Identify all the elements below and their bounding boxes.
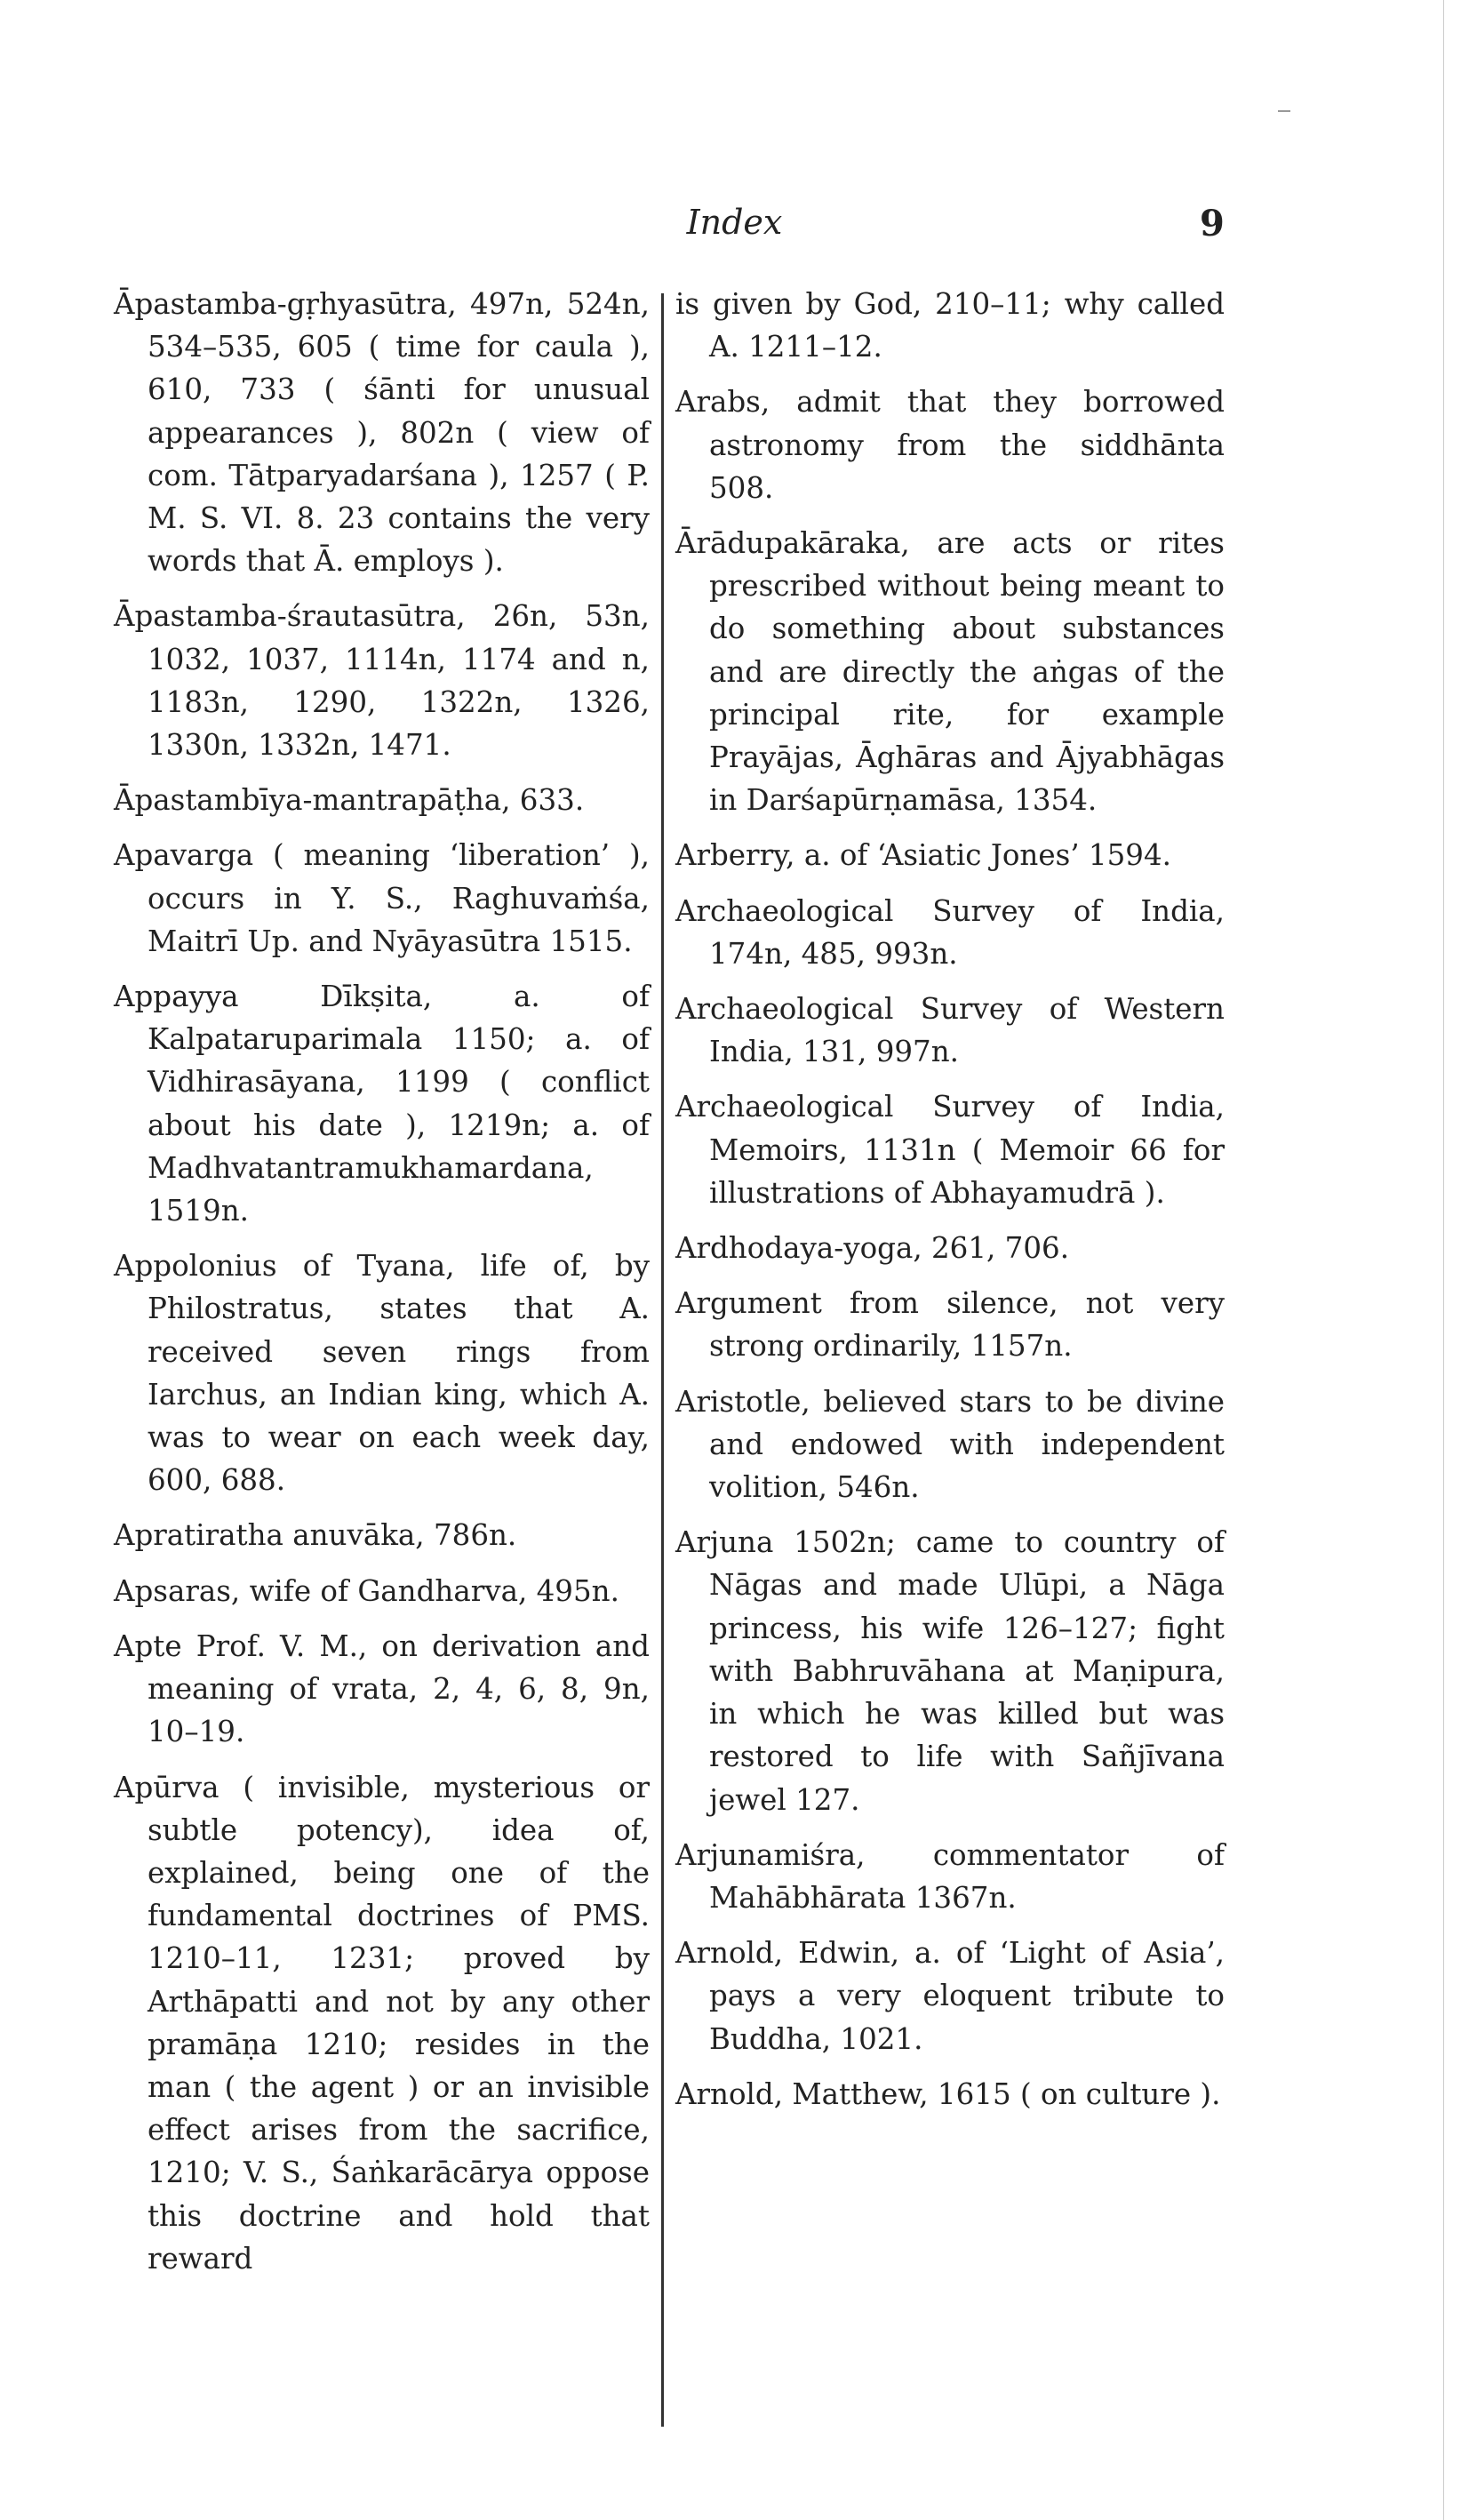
index-entry: Arjunamiśra, commentator of Mahābhārata 1367n. <box>675 1837 1225 1915</box>
index-entry: Archaeological Survey of Western India, 131, 997n. <box>675 992 1225 1069</box>
page-edge-line <box>1443 0 1444 2520</box>
index-entry: Apte Prof. V. M., on derivation and meaning of vrata, 2, 4, 6, 8, 9n, 10–19. <box>114 1628 650 1749</box>
index-entry: Ārādupakāraka, are acts or rites prescribed without being meant to do something about substances and are directly the aṅgas of the principal rite, for example Prayājas, Āghāras and Ājyabhāgas in Darśapūrṇamāsa, 1354. <box>675 526 1225 818</box>
left-column <box>114 283 650 2292</box>
index-entry: Arjuna 1502n; came to country of Nāgas and made Ulūpi, a Nāga princess, his wife 126–127; fight with Babhruvāhana at Maṇipura, in which he was killed but was restored to life with Sañjīvana jewel 127. <box>675 1525 1225 1817</box>
index-entry: Āpastamba-gṛhyasūtra, 497n, 524n, 534–535, 605 ( time for caula ), 610, 733 ( śānti for unusual appearances ), 802n ( view of com. Tātparyadarśana ), 1257 ( P. M. S. VI. 8. 23 contains the very words that Ā. employs ). <box>114 287 650 579</box>
page-number: 9 <box>1200 203 1225 244</box>
index-entry: Apavarga ( meaning ‘liberation’ ), occurs in Y. S., Raghuvaṁśa, Maitrī Up. and Nyāyasūtra 1515. <box>114 838 650 958</box>
index-entry: Arnold, Matthew, 1615 ( on culture ). <box>675 2076 1221 2111</box>
right-column <box>675 283 1225 2128</box>
page-title: Index <box>686 203 783 242</box>
index-entry: Arabs, admit that they borrowed astronomy from the siddhānta 508. <box>675 385 1225 505</box>
index-entry: is given by God, 210–11; why called A. 1211–12. <box>675 287 1225 364</box>
index-entry: Aristotle, believed stars to be divine and endowed with independent volition, 546n. <box>675 1384 1225 1505</box>
index-entry: Argument from silence, not very strong ordinarily, 1157n. <box>675 1286 1225 1364</box>
index-entry: Archaeological Survey of India, Memoirs, 1131n ( Memoir 66 for illustrations of Abhayamudrā ). <box>675 1090 1225 1210</box>
index-entry: Arberry, a. of ‘Asiatic Jones’ 1594. <box>675 838 1171 873</box>
index-entry: Appayya Dīkṣita, a. of Kalpataruparimala 1150; a. of Vidhirasāyana, 1199 ( conflict about his date ), 1219n; a. of Madhvatantramukhamardana, 1519n. <box>114 980 650 1228</box>
index-entry: Āpastamba-śrautasūtra, 26n, 53n, 1032, 1037, 1114n, 1174 and n, 1183n, 1290, 1322n, 1326, 1330n, 1332n, 1471. <box>114 599 650 763</box>
margin-mark <box>1278 110 1290 112</box>
index-entry: Āpastambīya-mantrapāṭha, 633. <box>114 783 585 818</box>
index-entry: Arnold, Edwin, a. of ‘Light of Asia’, pays a very eloquent tribute to Buddha, 1021. <box>675 1936 1225 2056</box>
index-entry: Ardhodaya-yoga, 261, 706. <box>675 1231 1070 1266</box>
column-divider <box>661 293 664 2427</box>
index-entry: Apratiratha anuvāka, 786n. <box>114 1518 517 1553</box>
index-entry: Appolonius of Tyana, life of, by Philostratus, states that A. received seven rings from Iarchus, an Indian king, which A. was to wear on each week day, 600, 688. <box>114 1249 650 1498</box>
index-entry: Archaeological Survey of India, 174n, 485, 993n. <box>675 893 1225 971</box>
index-entry: Apsaras, wife of Gandharva, 495n. <box>114 1573 619 1608</box>
index-entry: Apūrva ( invisible, mysterious or subtle potency), idea of, explained, being one of the fundamental doctrines of PMS. 1210–11, 1231; proved by Arthāpatti and not by any other pramāṇa 1210; resides in the man ( the agent ) or an invisible effect arises from the sacrifice, 1210; V. S., Śaṅkarācārya oppose this doctrine and hold that reward <box>114 1770 650 2276</box>
